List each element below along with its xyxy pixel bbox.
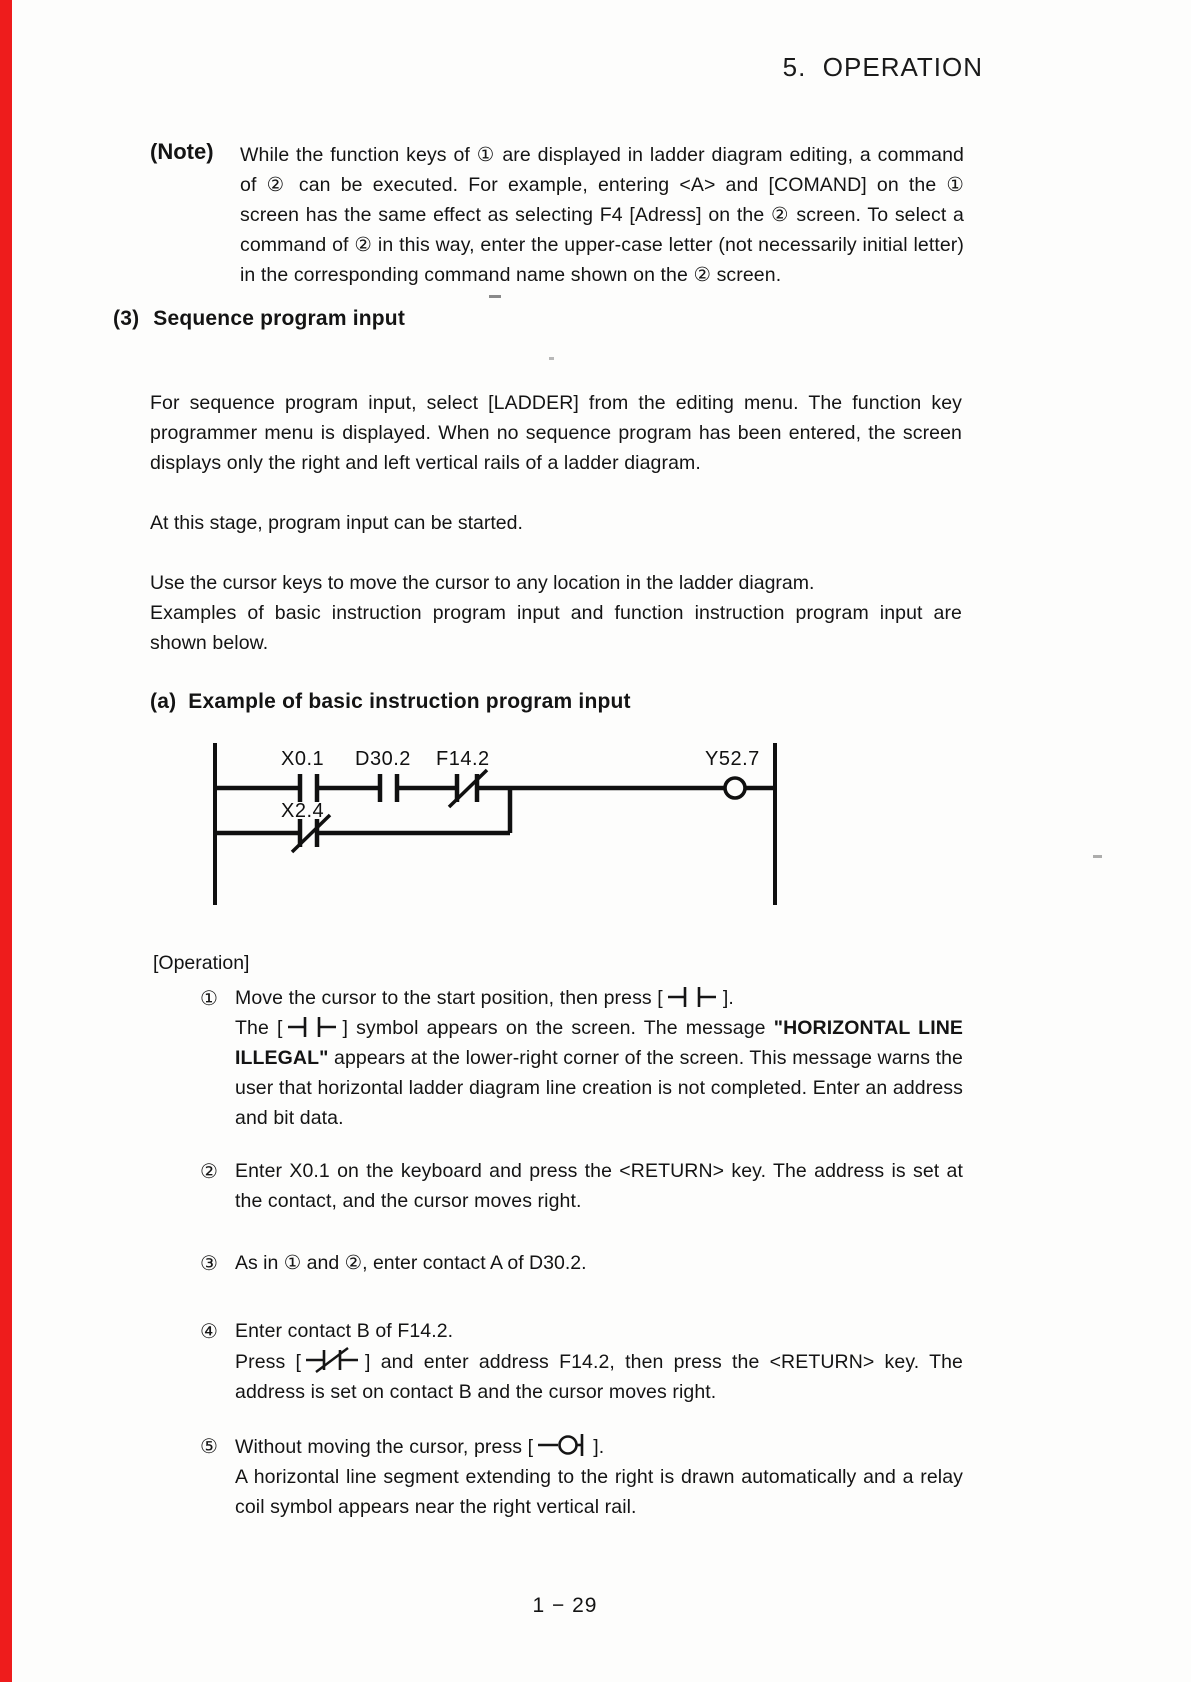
page-number: 1 − 29 [532,1594,598,1617]
example-heading [150,690,631,714]
warning-message-text: "HORIZONTAL LINE ILLEGAL" [235,1017,964,1069]
paragraph: At this stage, program input can be started. [150,512,523,534]
step-4 [235,1316,963,1407]
note-label: (Note) [150,139,214,164]
paragraph: For sequence program input, select [LADDER] from the editing menu. The function key programmer menu is displayed. When no sequence program has been entered, the screen displays only the right and left vertical rails of a ladder diagram. [150,392,962,474]
page-header: 5. OPERATION [782,52,983,82]
step-5-number: ⑤ [200,1434,218,1458]
step-1-body: The [ ] symbol appears on the screen. The message "HORIZONTAL LINE ILLEGAL" appears at the lower-right corner of the screen. This message warns the user that horizontal ladder diagram line creation is not completed. Enter an address and bit data. [235,1013,963,1133]
example-number: (a) [150,690,177,713]
section-heading [113,307,405,331]
open-contact-symbol-icon [288,1014,338,1040]
scan-speck [1093,855,1102,858]
step-3-number: ③ [200,1251,218,1275]
step-1-number: ① [200,986,218,1010]
step-5 [235,1431,963,1522]
relay-coil-symbol-icon [538,1431,588,1459]
step-4-line1: Enter contact B of F14.2. [235,1320,454,1342]
ladder-label-x01: X0.1 [281,748,325,770]
step-1 [235,983,963,1133]
paragraph: Use the cursor keys to move the cursor to any location in the ladder diagram. [150,572,815,594]
section-title: Sequence program input [153,307,406,330]
step-5-body: A horizontal line segment extending to the right is drawn automatically and a relay coil symbol appears near the right vertical rail. [235,1466,963,1518]
step-4-number: ④ [200,1319,218,1343]
ladder-label-d302: D30.2 [355,748,411,770]
example-title: Example of basic instruction program input [188,690,631,713]
note-paragraph: While the function keys of ① are displayed in ladder diagram editing, a command of ② can be executed. For example, entering <A> and [COMAND] on the ① screen has the same effect as selecting F4 [Adress] on the ② screen. To select a command of ② in this way, enter the upper-case letter (not necessarily initial letter) in the corresponding command name shown on the ② screen. [240,144,964,286]
step-3: As in ① and ②, enter contact A of D30.2. [235,1252,587,1274]
step-1-line1: Move the cursor to the start position, then press [ ]. [235,983,963,1013]
closed-contact-symbol-icon [306,1346,360,1374]
operation-label: [Operation] [153,952,250,974]
step-2-number: ② [200,1159,218,1183]
ladder-label-x24: X2.4 [281,800,325,822]
scan-speck [549,357,554,360]
ladder-label-y527: Y52.7 [705,748,760,770]
section-number: (3) [113,307,140,330]
step-5-line1: Without moving the cursor, press [ ]. [235,1431,963,1462]
open-contact-symbol-icon [668,984,718,1010]
step-2: Enter X0.1 on the keyboard and press the <RETURN> key. The address is set at the contact, and the cursor moves right. [235,1160,963,1212]
step-4-body: Press [ ] and enter address F14.2, then press the <RETURN> key. The address is set on contact B and the cursor moves right. [235,1346,963,1407]
relay-coil [725,778,745,798]
ladder-label-f142: F14.2 [436,748,490,770]
scan-speck [489,295,501,298]
paragraph: Examples of basic instruction program input and function instruction program input are shown below. [150,602,962,654]
scan-edge-red-strip [0,0,12,1682]
